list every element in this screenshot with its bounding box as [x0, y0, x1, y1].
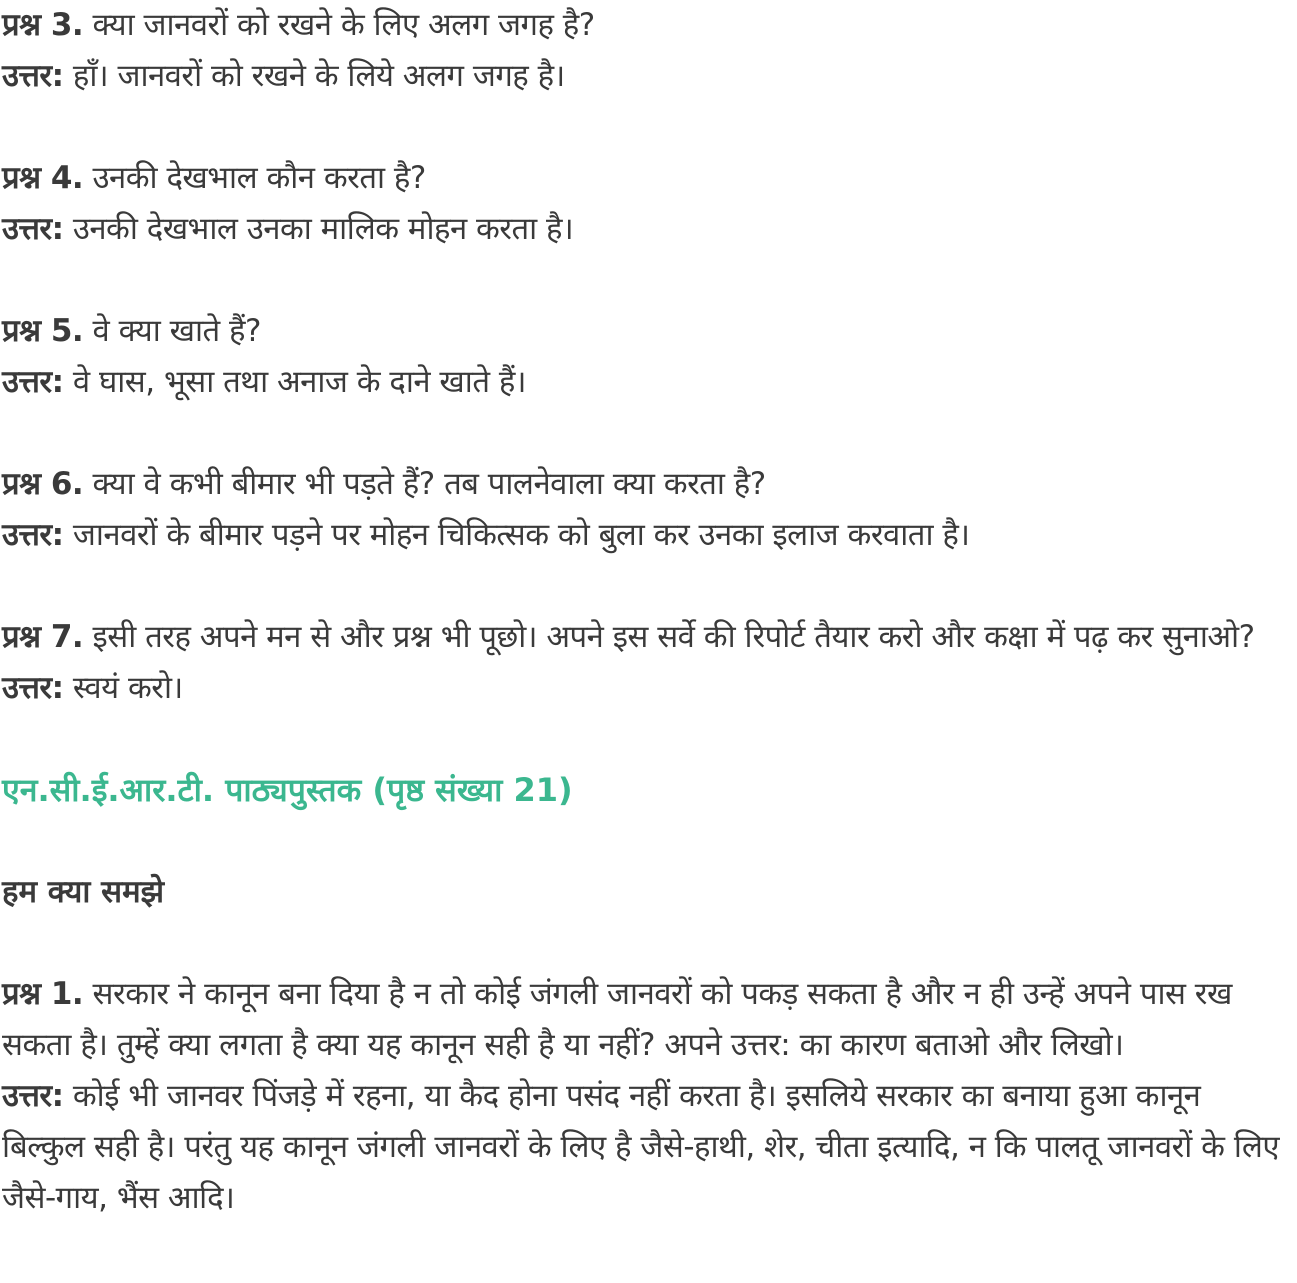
question-text: सरकार ने कानून बना दिया है न तो कोई जंगली जानवरों को पकड़ सकता है और न ही उन्हें अपने पास रख सकता है। तुम्हें क्या लगता है क्या यह कानून सही है या नहीं? अपने उत्तर: का कारण बताओ और लिखो।	[2, 976, 1232, 1063]
question-6	[2, 459, 1292, 510]
question-text: वे क्या खाते हैं?	[83, 313, 261, 349]
answer-text: हाँ। जानवरों को रखने के लिये अलग जगह है।	[63, 58, 565, 94]
answer-text: वे घास, भूसा तथा अनाज के दाने खाते हैं।	[63, 364, 527, 400]
answer-5	[2, 357, 1292, 408]
answer-text: उनकी देखभाल उनका मालिक मोहन करता है।	[63, 211, 574, 247]
spacer	[2, 714, 1292, 765]
section-heading: एन.सी.ई.आर.टी. पाठ्यपुस्तक (पृष्ठ संख्या 21)	[2, 771, 573, 809]
question-label: प्रश्न 7.	[2, 619, 84, 655]
answer-3	[2, 51, 1292, 102]
question-4	[2, 153, 1292, 204]
qa-block-4	[2, 153, 1292, 255]
answer-text: जानवरों के बीमार पड़ने पर मोहन चिकित्सक को बुला कर उनका इलाज करवाता है।	[63, 517, 970, 553]
answer-text: कोई भी जानवर पिंजड़े में रहना, या कैद होना पसंद नहीं करता है। इसलिये सरकार का बनाया हुआ कानून बिल्कुल सही है। परंतु यह कानून जंगली जानवरों के लिए है जैसे-हाथी, शेर, चीता इत्यादि, न कि पालतू जानवरों के लिए जैसे-गाय, भैंस आदि।	[2, 1078, 1280, 1216]
spacer	[2, 561, 1292, 612]
spacer	[2, 918, 1292, 969]
answer-1	[2, 1071, 1292, 1224]
qa-block-3	[2, 0, 1292, 102]
answer-4	[2, 204, 1292, 255]
question-label: प्रश्न 5.	[2, 313, 84, 349]
question-label: प्रश्न 1.	[2, 976, 84, 1012]
spacer	[2, 816, 1292, 867]
qa-block-final	[2, 969, 1292, 1224]
question-label: प्रश्न 6.	[2, 466, 84, 502]
answer-6	[2, 510, 1292, 561]
question-text: उनकी देखभाल कौन करता है?	[83, 160, 426, 196]
question-text: क्या वे कभी बीमार भी पड़ते हैं? तब पालनेवाला क्या करता है?	[83, 466, 766, 502]
question-label: प्रश्न 3.	[2, 7, 84, 43]
question-5	[2, 306, 1292, 357]
answer-text: स्वयं करो।	[63, 670, 183, 706]
subsection-heading: हम क्या समझे	[2, 874, 165, 910]
answer-label: उत्तर:	[2, 670, 64, 706]
answer-label: उत्तर:	[2, 58, 64, 94]
qa-block-6	[2, 459, 1292, 561]
spacer	[2, 255, 1292, 306]
spacer	[2, 408, 1292, 459]
question-label: प्रश्न 4.	[2, 160, 84, 196]
qa-block-7	[2, 612, 1292, 714]
question-text: इसी तरह अपने मन से और प्रश्न भी पूछो। अपने इस सर्वे की रिपोर्ट तैयार करो और कक्षा में पढ़ कर सुनाओ?	[83, 619, 1255, 655]
qa-block-5	[2, 306, 1292, 408]
answer-label: उत्तर:	[2, 211, 64, 247]
answer-label: उत्तर:	[2, 364, 64, 400]
answer-label: उत्तर:	[2, 1078, 64, 1114]
question-1	[2, 969, 1292, 1071]
spacer	[2, 102, 1292, 153]
document-page	[2, 0, 1292, 1224]
question-text: क्या जानवरों को रखने के लिए अलग जगह है?	[83, 7, 595, 43]
question-3	[2, 0, 1292, 51]
question-7	[2, 612, 1292, 663]
answer-label: उत्तर:	[2, 517, 64, 553]
answer-7	[2, 663, 1292, 714]
